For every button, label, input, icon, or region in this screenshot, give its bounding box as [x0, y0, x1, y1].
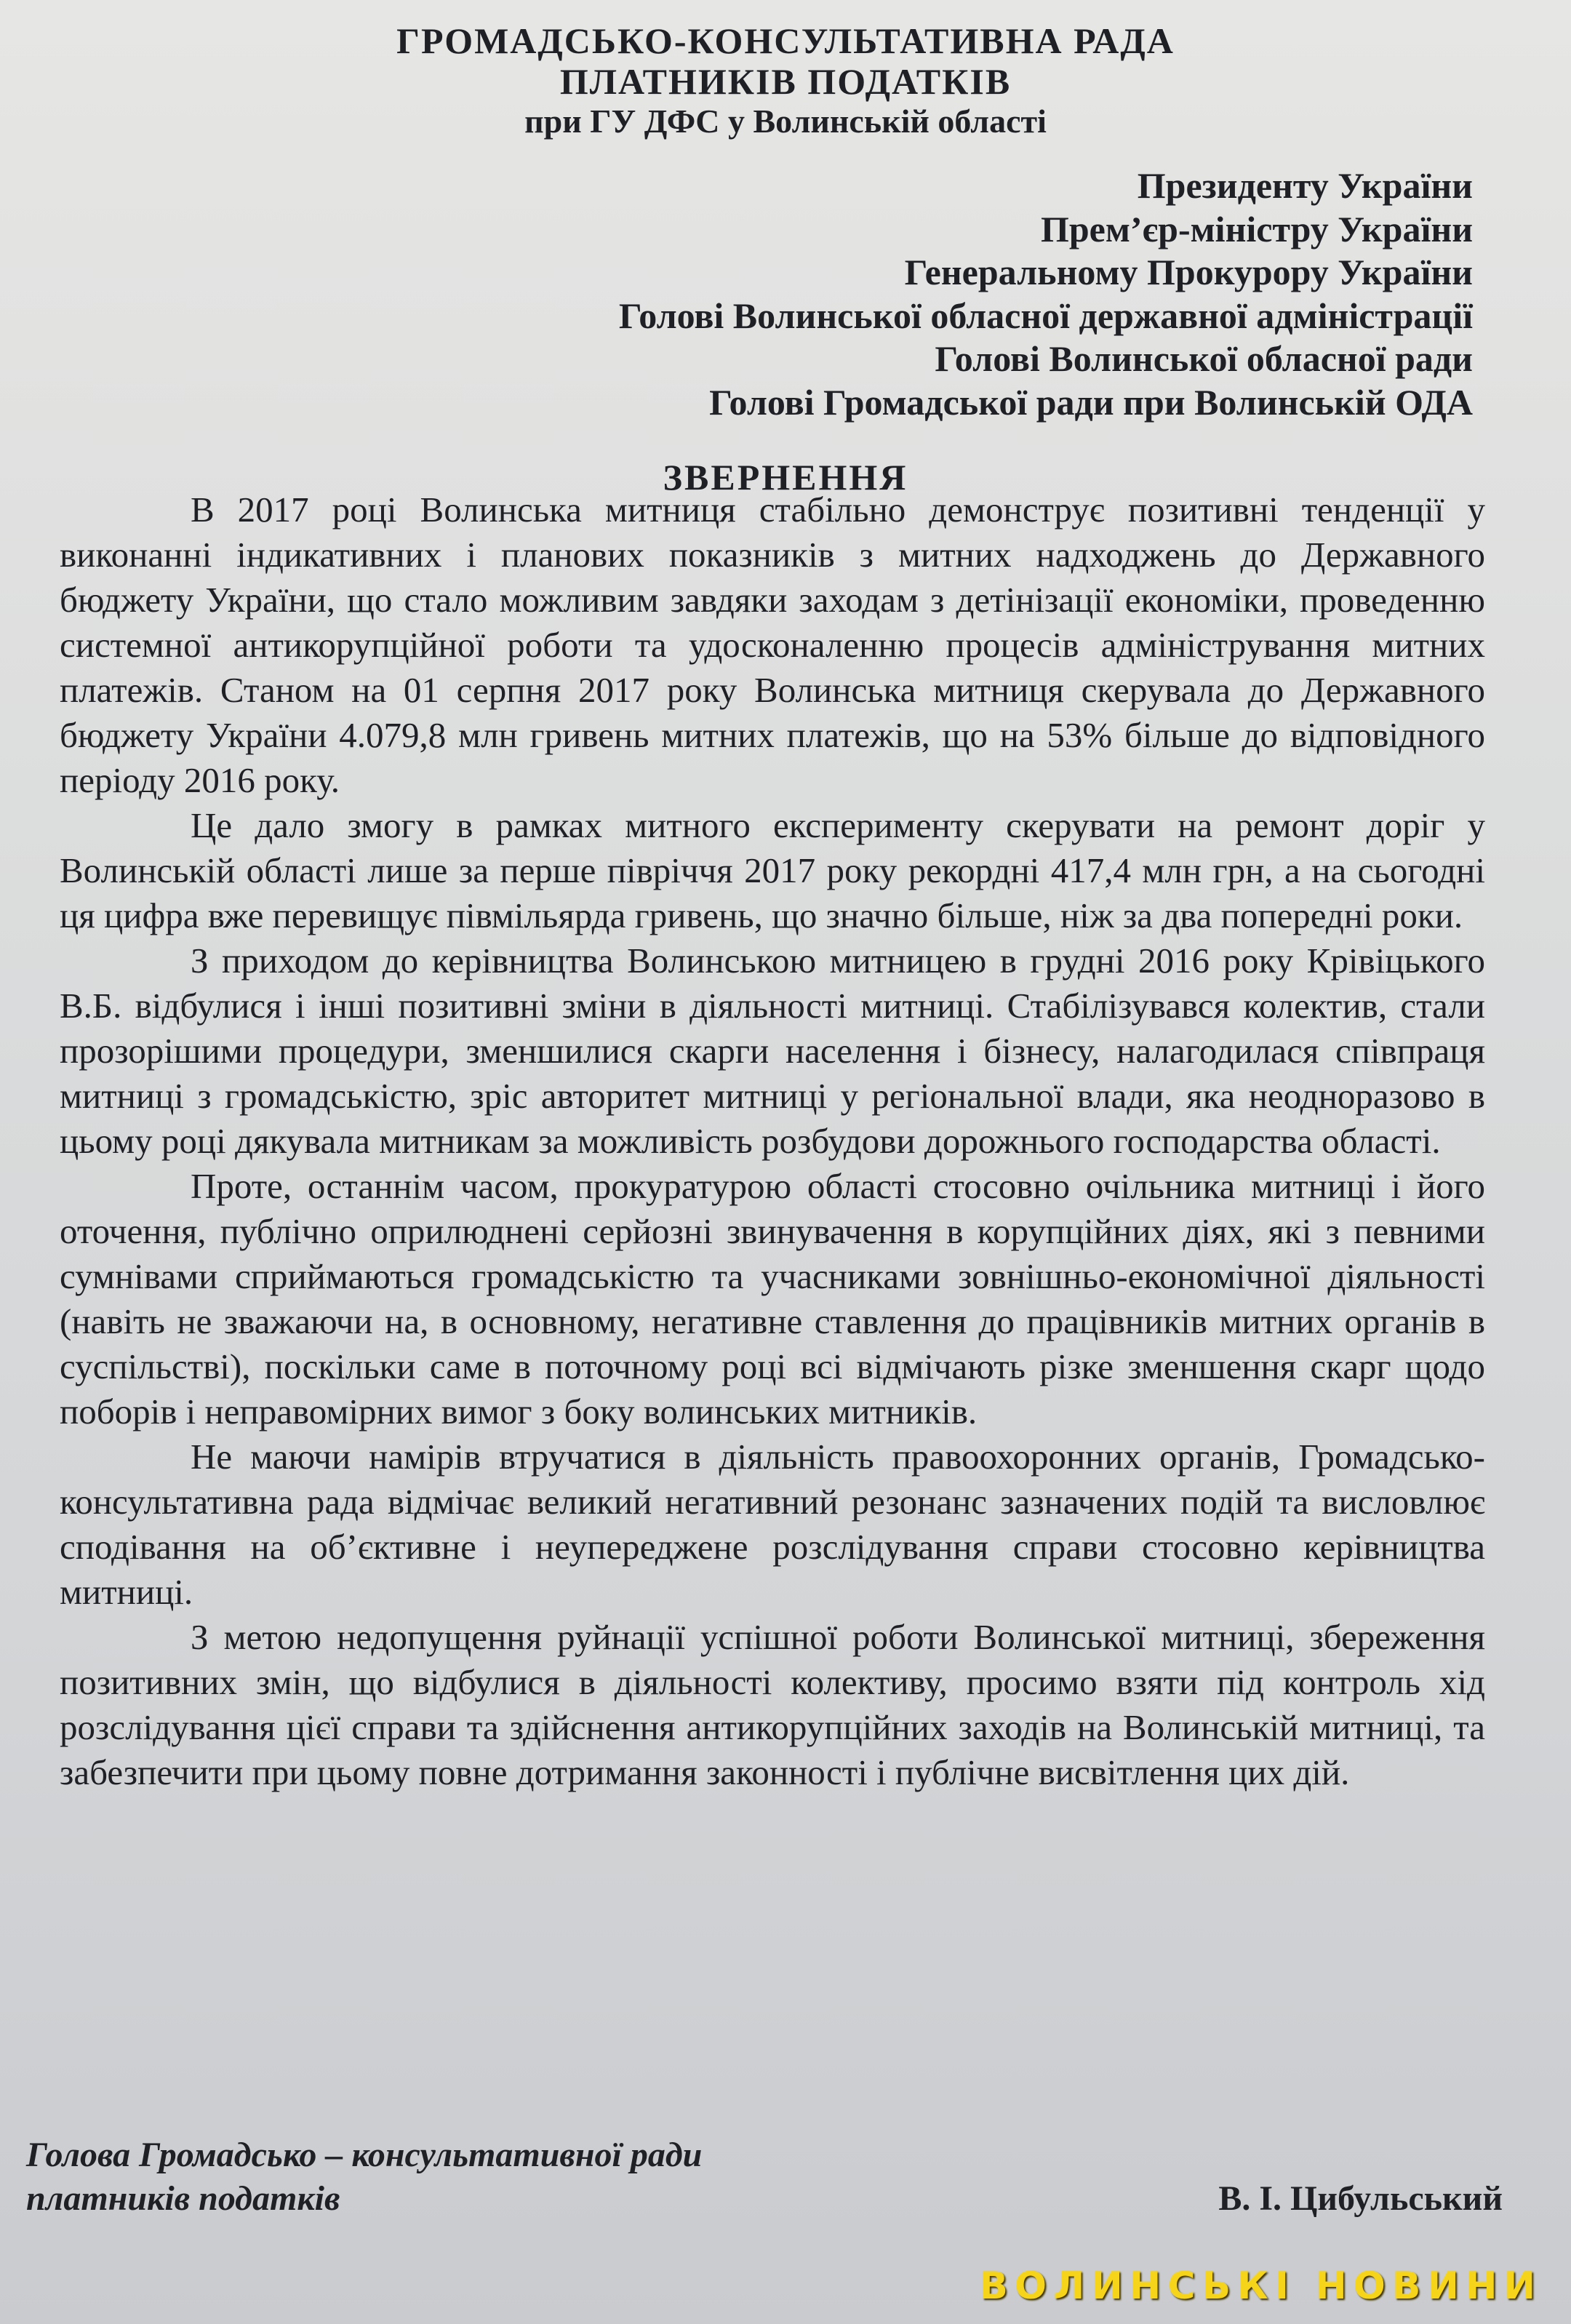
addressee-prosecutor-general: Генеральному Прокурору України — [904, 252, 1473, 292]
paragraph: З метою недопущення руйнації успішної роботи Волинської митниці, збереження позитивних змін, що відбулися в діяльності колективу, просимо взяти під контроль хід розслідування цієї справи та здійснення антикорупційних заходів на Волинській митниці, та забезпечити при цьому повне дотримання законності і публічне висвітлення цих дій. — [60, 1617, 1485, 1792]
letterhead-line-2: ПЛАТНИКІВ ПОДАТКІВ — [559, 61, 1012, 102]
watermark-logo: ВОЛИНСЬКІ НОВИНИ — [979, 2264, 1542, 2308]
document-title: ЗВЕРНЕННЯ — [663, 457, 908, 498]
addressee-public-council: Голові Громадської ради при Волинській ОДА — [709, 381, 1473, 423]
signature-row — [26, 2177, 1503, 2221]
document-body — [60, 487, 1485, 1795]
addressee-regional-council: Голові Волинської обласної ради — [935, 338, 1473, 379]
addressee-president: Президенту України — [1137, 165, 1473, 206]
addressee-block — [619, 164, 1473, 424]
paragraph: З приходом до керівництва Волинською митницею в грудні 2016 року Крівіцького В.Б. відбулися і інші позитивні зміни в діяльності митниці. Стабілізувався колектив, стали прозорішими процедури, зменшилися скарги населення і бізнесу, налагодилася співпраця митниці з громадськістю, зріс авторитет митниці у регіональної влади, яка неодноразово в цьому році дякувала митникам за можливість розбудови дорожнього господарства області. — [60, 941, 1485, 1161]
letterhead — [0, 20, 1571, 141]
signatory-name: В. І. Цибульський — [1218, 2179, 1503, 2218]
addressee-prime-minister: Прем’єр-міністру України — [1040, 208, 1473, 249]
paragraph: Проте, останнім часом, прокуратурою області стосовно очільника митниці і його оточення, публічно оприлюднені серйозні звинувачення в корупційних діях, які з певними сумнівами сприймаються громадськістю та учасниками зовнішньо-економічної діяльності (навіть не зважаючи на, в основному, негативне ставлення до працівників митних органів в суспільстві), поскільки саме в поточному році всі відмічають різке зменшення скарг щодо поборів і неправомірних вимог з боку волинських митників. — [60, 1166, 1485, 1431]
addressee-regional-administration: Голові Волинської обласної державної адміністрації — [618, 295, 1473, 336]
letterhead-line-3: при ГУ ДФС у Волинській області — [524, 103, 1047, 140]
signature-title-line-2: платників податків — [26, 2179, 340, 2218]
paragraph: Не маючи намірів втручатися в діяльність правоохоронних органів, Громадсько-консультативна рада відмічає великий негативний резонанс зазначених подій та висловлює сподівання на об’єктивне і неупереджене розслідування справи стосовно керівництва митниці. — [60, 1437, 1485, 1612]
paragraph: В 2017 році Волинська митниця стабільно демонструє позитивні тенденції у виконанні індикативних і планових показників з митних надходжень до Державного бюджету України, що стало можливим завдяки заходам з детінізації економіки, проведенню системної антикорупційної роботи та удосконаленню процесів адміністрування митних платежів. Станом на 01 серпня 2017 року Волинська митниця скерувала до Державного бюджету України 4.079,8 млн гривень митних платежів, що на 53% більше до відповідного періоду 2016 року. — [60, 490, 1485, 800]
signature-title-line-1: Голова Громадсько – консультативної ради — [26, 2136, 703, 2174]
letterhead-line-1: ГРОМАДСЬКО-КОНСУЛЬТАТИВНА РАДА — [396, 20, 1175, 61]
signature-block — [26, 2133, 1503, 2221]
paragraph: Це дало змогу в рамках митного експерименту скерувати на ремонт доріг у Волинській області лише за перше півріччя 2017 року рекордні 417,4 млн грн, а на сьогодні ця цифра вже перевищує півмільярда гривень, що значно більше, ніж за два попередні роки. — [60, 805, 1485, 935]
